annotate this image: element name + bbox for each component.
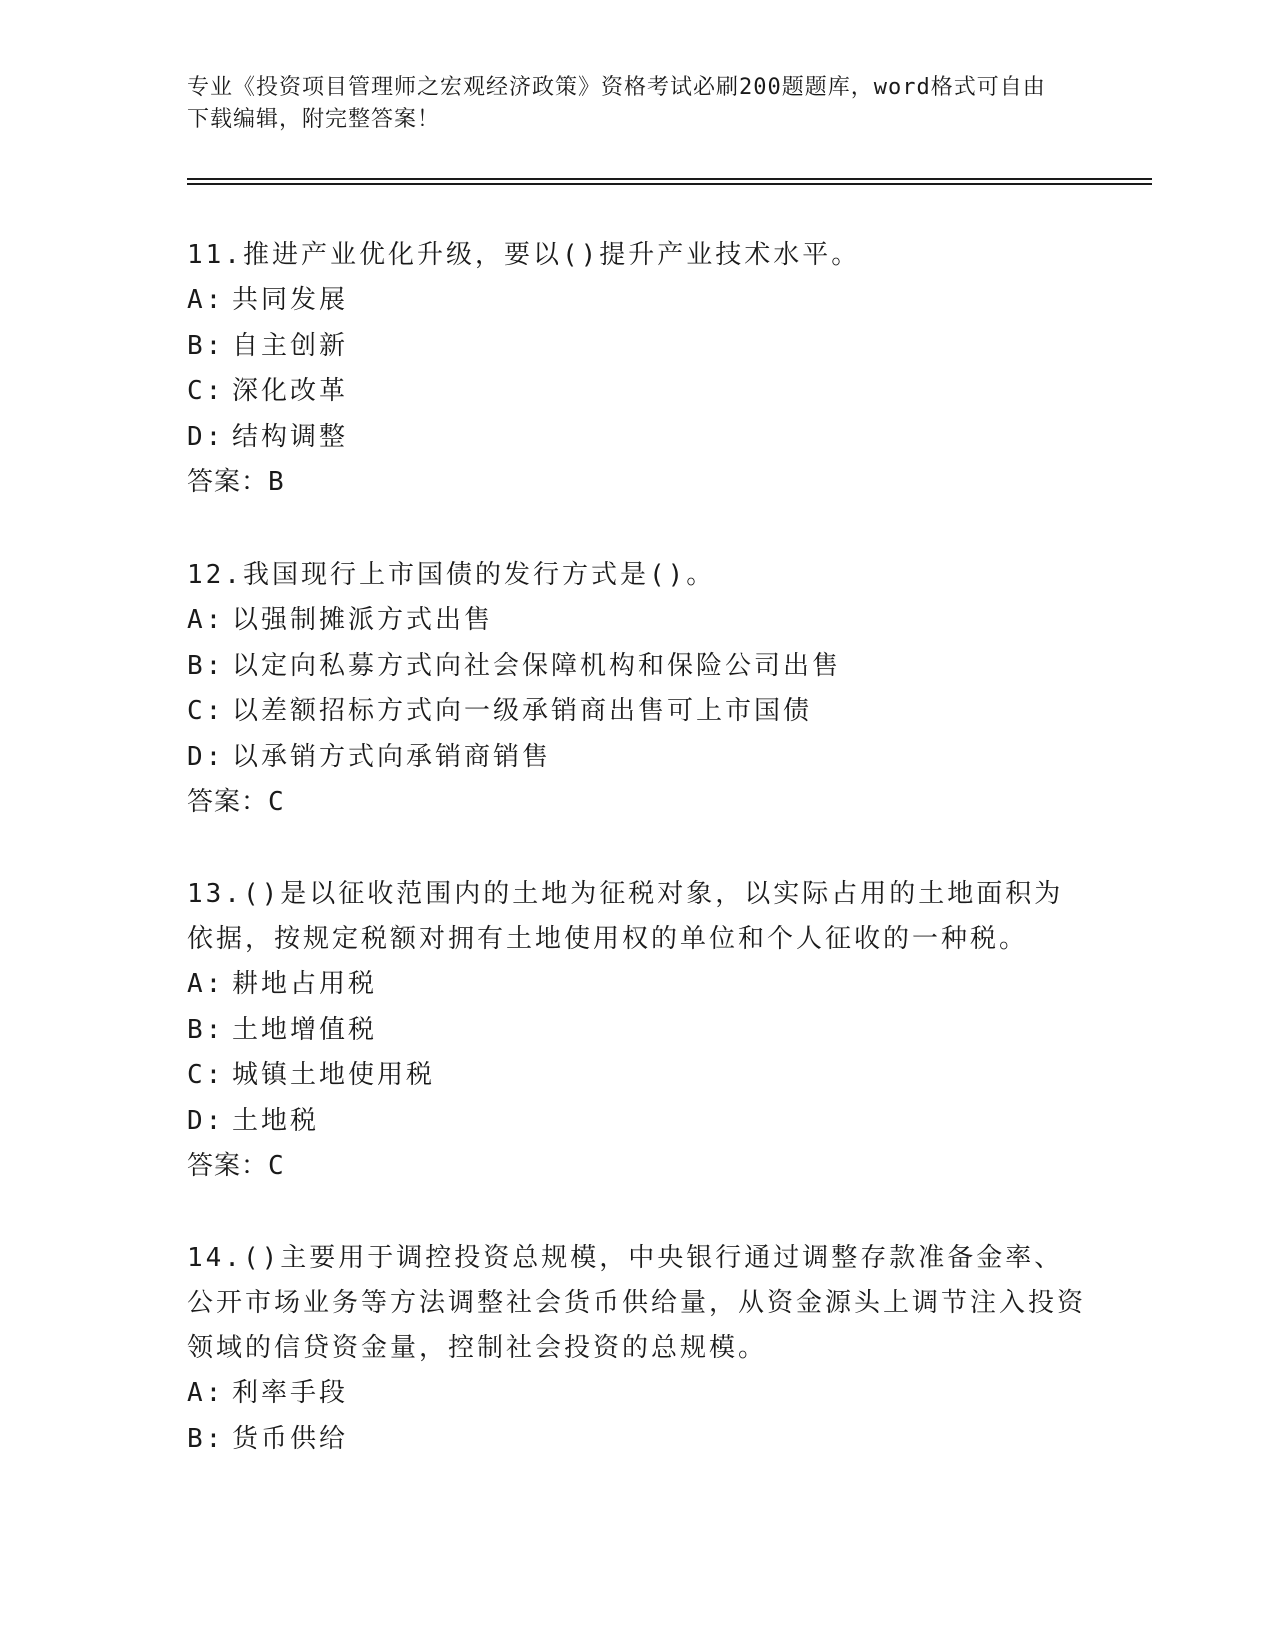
option-key: C: bbox=[187, 376, 225, 406]
question-11 bbox=[187, 233, 1087, 505]
option-key: A: bbox=[187, 1378, 225, 1408]
option-key: D: bbox=[187, 1105, 225, 1136]
option-text: 共同发展 bbox=[232, 285, 349, 315]
question-stem: 13.()是以征收范围内的土地为征税对象，以实际占用的土地面积为依据，按规定税额对拥有土地使用权的单位和个人征收的一种税。 bbox=[187, 879, 1064, 954]
option-text: 以强制摊派方式出售 bbox=[232, 605, 494, 635]
header-rule-bottom bbox=[187, 183, 1152, 185]
option-a bbox=[187, 962, 1087, 1008]
question-12 bbox=[187, 553, 1087, 825]
option-key: B: bbox=[187, 330, 225, 361]
answer-line: 答案：C bbox=[187, 1151, 285, 1181]
option-key: D: bbox=[187, 741, 225, 772]
option-key: C: bbox=[187, 1060, 225, 1090]
option-d bbox=[187, 1099, 1087, 1145]
option-text: 以定向私募方式向社会保障机构和保险公司出售 bbox=[232, 650, 842, 681]
question-14 bbox=[187, 1236, 1087, 1462]
option-key: A: bbox=[187, 969, 225, 999]
question-13 bbox=[187, 872, 1087, 1189]
option-a bbox=[187, 1371, 1087, 1417]
option-c bbox=[187, 369, 1087, 415]
option-text: 自主创新 bbox=[232, 330, 349, 361]
option-key: A: bbox=[187, 605, 225, 635]
answer-line: 答案：C bbox=[187, 787, 285, 817]
option-text: 土地税 bbox=[232, 1105, 320, 1136]
option-text: 以承销方式向承销商销售 bbox=[232, 741, 552, 772]
option-text: 货币供给 bbox=[232, 1423, 349, 1454]
question-stem: 14.()主要用于调控投资总规模，中央银行通过调整存款准备金率、公开市场业务等方法调整社会货币供给量，从资金源头上调节注入投资领域的信贷资金量，控制社会投资的总规模。 bbox=[187, 1243, 1087, 1363]
question-stem: 12.我国现行上市国债的发行方式是()。 bbox=[187, 560, 716, 590]
option-text: 城镇土地使用税 bbox=[232, 1060, 436, 1090]
question-stem: 11.推进产业优化升级，要以()提升产业技术水平。 bbox=[187, 240, 861, 270]
header-rule-top bbox=[187, 178, 1152, 180]
option-d bbox=[187, 735, 1087, 781]
option-key: B: bbox=[187, 1423, 225, 1454]
answer-line: 答案：B bbox=[187, 467, 285, 497]
option-key: A: bbox=[187, 285, 225, 315]
option-key: B: bbox=[187, 1014, 225, 1045]
option-d bbox=[187, 415, 1087, 461]
document-header: 专业《投资项目管理师之宏观经济政策》资格考试必刷200题题库，word格式可自由下载编辑，附完整答案！ bbox=[187, 75, 1046, 132]
option-a bbox=[187, 598, 1087, 644]
option-b bbox=[187, 644, 1087, 690]
option-text: 耕地占用税 bbox=[232, 969, 378, 999]
option-b bbox=[187, 1008, 1087, 1054]
option-b bbox=[187, 1417, 1087, 1463]
option-key: C: bbox=[187, 696, 225, 726]
option-key: B: bbox=[187, 650, 225, 681]
option-a bbox=[187, 278, 1087, 324]
option-b bbox=[187, 324, 1087, 370]
option-key: D: bbox=[187, 421, 225, 452]
option-text: 深化改革 bbox=[232, 376, 349, 406]
option-c bbox=[187, 1053, 1087, 1099]
option-text: 利率手段 bbox=[232, 1378, 349, 1408]
option-text: 以差额招标方式向一级承销商出售可上市国债 bbox=[232, 696, 813, 726]
option-text: 结构调整 bbox=[232, 421, 349, 452]
option-c bbox=[187, 689, 1087, 735]
option-text: 土地增值税 bbox=[232, 1014, 378, 1045]
